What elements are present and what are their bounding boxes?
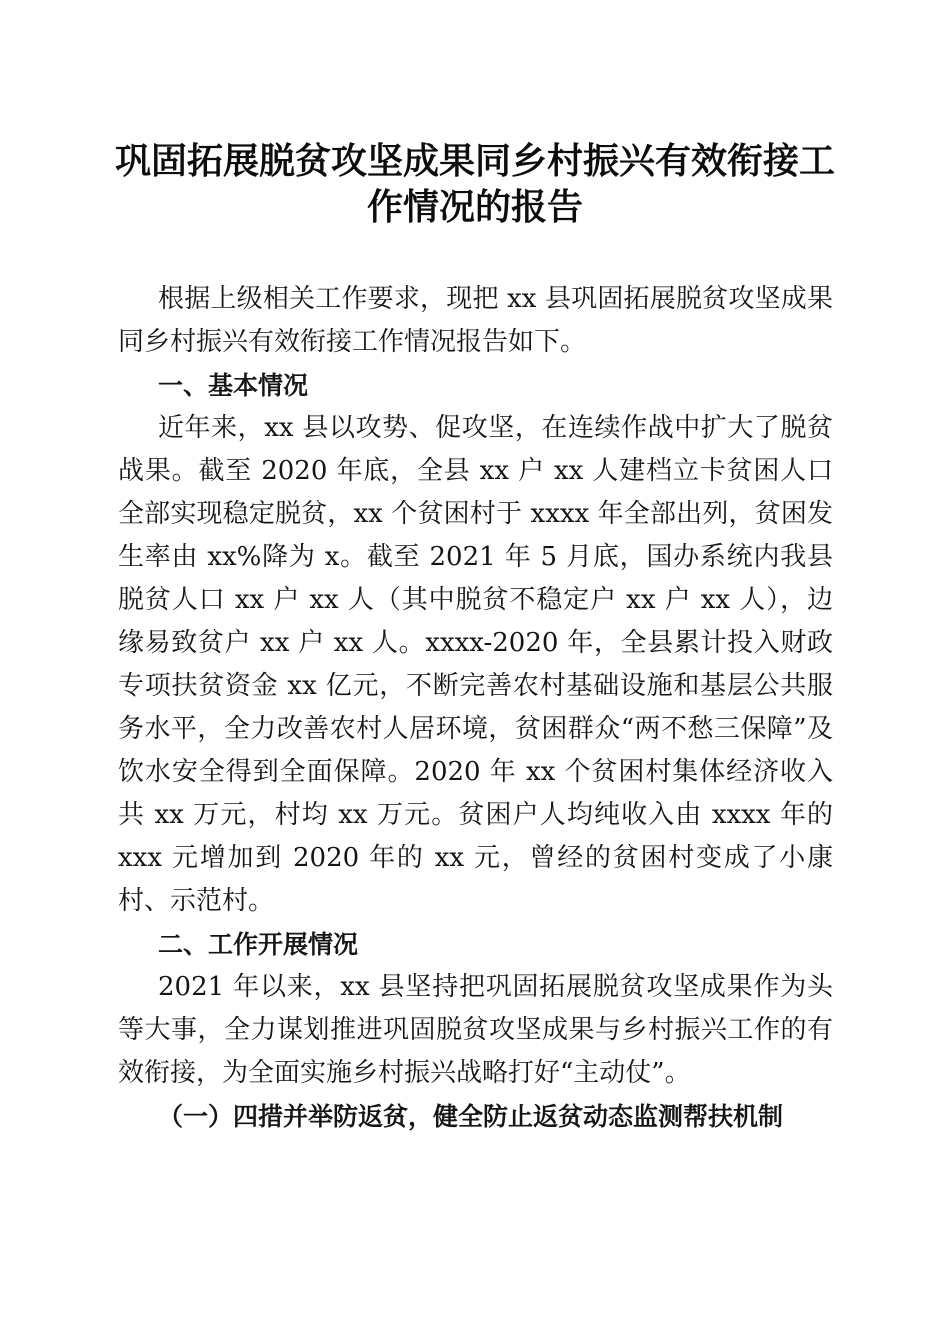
intro-paragraph: 根据上级相关工作要求，现把 xx 县巩固拓展脱贫攻坚成果同乡村振兴有效衔接工作情况报告如下。 — [118, 284, 833, 357]
section-1-heading: 一、基本情况 — [158, 371, 309, 400]
section-1-paragraph: 近年来，xx 县以攻势、促攻坚，在连续作战中扩大了脱贫战果。截至 2020 年底，全县 xx 户 xx 人建档立卡贫困人口全部实现稳定脱贫，xx 个贫困村于 xxxx 年全部出列，贫困发生率由 xx%降为 x。截至 2021 年 5 月底，国办系统内我县脱贫人口 xx 户 xx 人（其中脱贫不稳定户 xx 户 xx 人），边缘易致贫户 xx 户 xx 人。xxxx-2020 年，全县累计投入财政专项扶贫资金 xx 亿元，不断完善农村基础设施和基层公共服务水平，全力改善农村人居环境，贫困群众“两不愁三保障”及饮水安全得到全面保障。2020 年 xx 个贫困村集体经济收入共 xx 万元，村均 xx 万元。贫困户人均纯收入由 xxxx 年的 xxx 元增加到 2020 年的 xx 元，曾经的贫困村变成了小康村、示范村。 — [118, 413, 833, 916]
title-line-2: 作情况的报告 — [366, 186, 583, 228]
section-2-paragraph: 2021 年以来，xx 县坚持把巩固拓展脱贫攻坚成果作为头等大事，全力谋划推进巩固脱贫攻坚成果与乡村振兴工作的有效衔接，为全面实施乡村振兴战略打好“主动仗”。 — [118, 972, 833, 1088]
subsection-1-heading: （一）四措并举防返贫，健全防止返贫动态监测帮扶机制 — [158, 1102, 784, 1131]
title-line-1: 巩固拓展脱贫攻坚成果同乡村振兴有效衔接工 — [114, 140, 835, 182]
document-title — [100, 138, 850, 230]
section-2-heading: 二、工作开展情况 — [158, 930, 359, 959]
document-body — [118, 278, 833, 1138]
